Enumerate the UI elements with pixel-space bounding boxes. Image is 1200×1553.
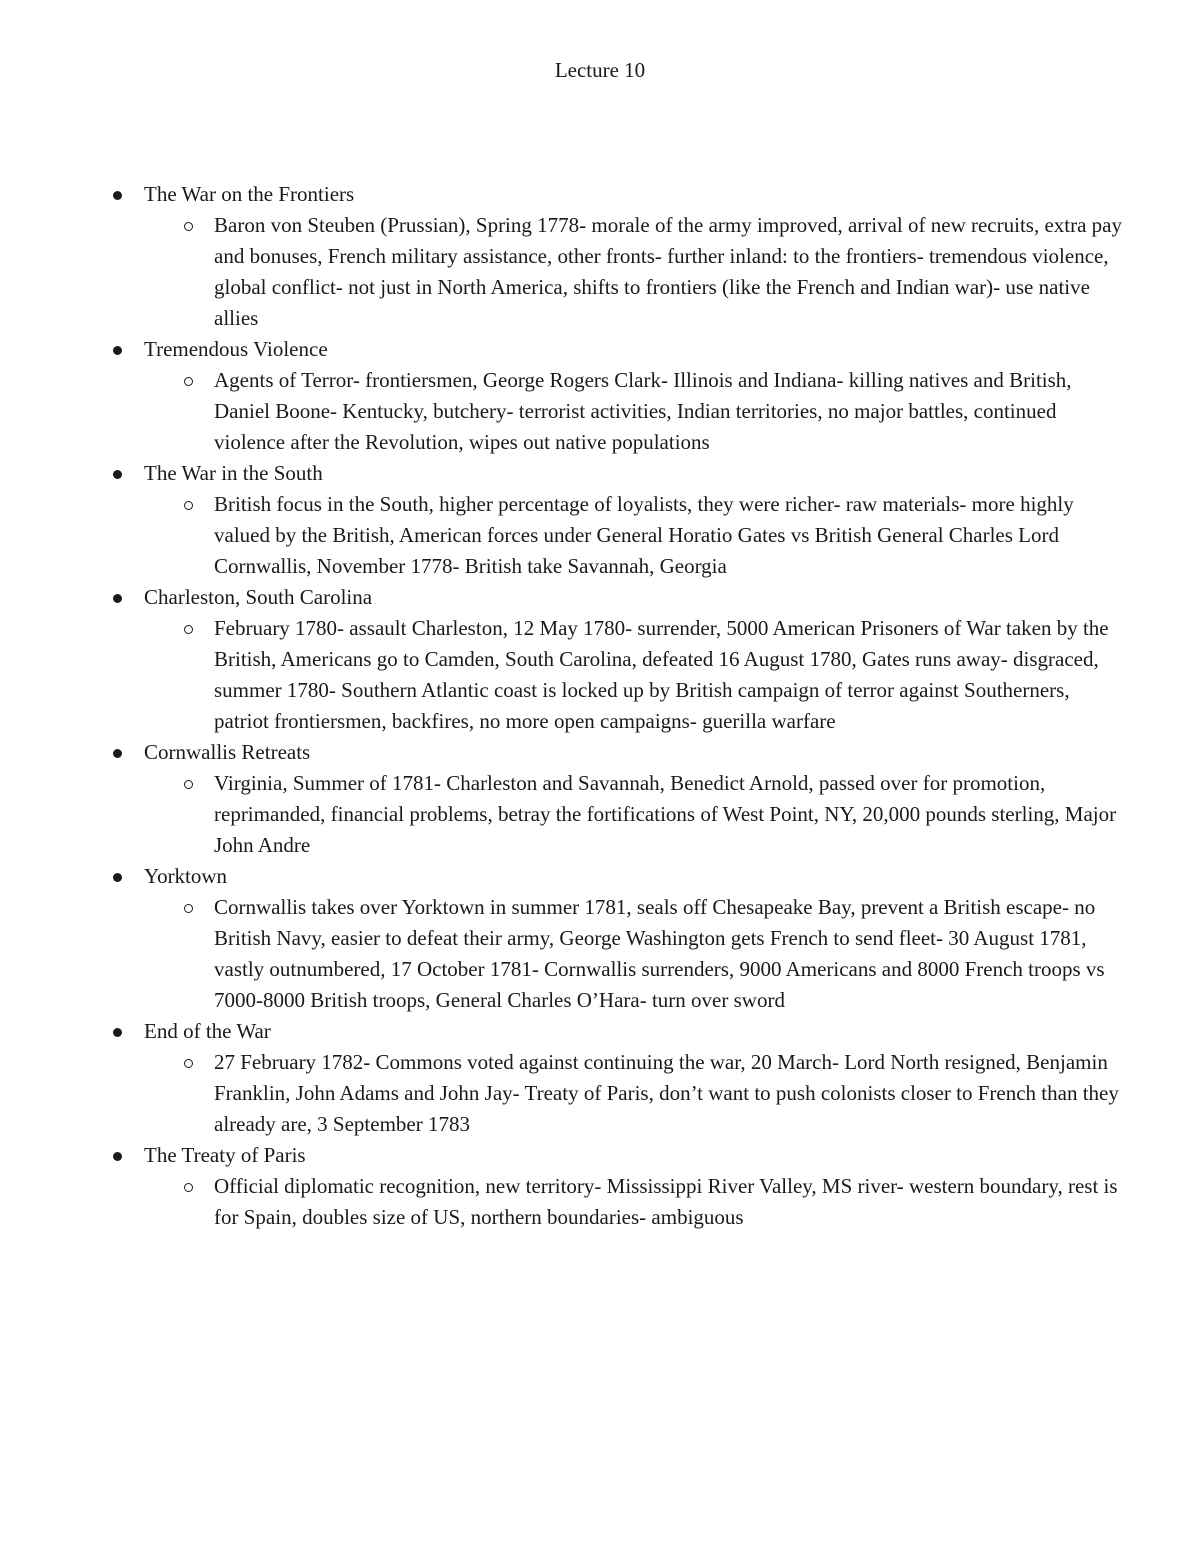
sub-item (144, 768, 1128, 861)
topic-heading: The War in the South (144, 461, 323, 485)
topic-heading: Cornwallis Retreats (144, 740, 311, 764)
detail-text: British focus in the South, higher percentage of loyalists, they were richer- raw materials- more highly valued by the British, American forces under General Horatio Gates vs British General Charles Lord Cornwallis, November 1778- British take Savannah, Georgia (214, 492, 1074, 578)
outline-item (108, 1016, 1128, 1140)
detail-text: 27 February 1782- Commons voted against continuing the war, 20 March- Lord North resigned, Benjamin Franklin, John Adams and John Jay- Treaty of Paris, don’t want to push colonists closer to French than they already are, 3 September 1783 (214, 1050, 1119, 1136)
page-title: Lecture 10 (554, 58, 646, 82)
sub-item (144, 365, 1128, 458)
detail-text: Virginia, Summer of 1781- Charleston and Savannah, Benedict Arnold, passed over for promotion, reprimanded, financial problems, betray the fortifications of West Point, NY, 20,000 pounds sterling, Major John Andre (214, 771, 1117, 857)
detail-text: Cornwallis takes over Yorktown in summer 1781, seals off Chesapeake Bay, prevent a British escape- no British Navy, easier to defeat their army, George Washington gets French to send fleet- 30 August 1781, vastly outnumbered, 17 October 1781- Cornwallis surrenders, 9000 Americans and 8000 French troops vs 7000-8000 British troops, General Charles O’Hara- turn over sword (214, 895, 1105, 1012)
hollow-bullet-icon (183, 489, 195, 520)
outline-item (108, 737, 1128, 861)
detail-text: February 1780- assault Charleston, 12 May 1780- surrender, 5000 American Prisoners of War taken by the British, Americans go to Camden, South Carolina, defeated 16 August 1780, Gates runs away- disgraced, summer 1780- Southern Atlantic coast is locked up by British campaign of terror against Southerners, patriot frontiersmen, backfires, no more open campaigns- guerilla warfare (214, 616, 1109, 733)
filled-bullet-icon (111, 861, 123, 892)
sub-list (144, 365, 1128, 458)
topic-heading: Charleston, South Carolina (144, 585, 373, 609)
filled-bullet-icon (111, 1016, 123, 1047)
outline-item (108, 582, 1128, 737)
topic-heading: The Treaty of Paris (144, 1143, 306, 1167)
sub-list (144, 613, 1128, 737)
filled-bullet-icon (111, 582, 123, 613)
sub-item (144, 210, 1128, 334)
topic-heading: End of the War (144, 1019, 271, 1043)
topic-heading: Tremendous Violence (144, 337, 328, 361)
sub-item (144, 613, 1128, 737)
detail-text: Agents of Terror- frontiersmen, George Rogers Clark- Illinois and Indiana- killing natives and British, Daniel Boone- Kentucky, butchery- terrorist activities, Indian territories, no major battles, continued violence after the Revolution, wipes out native populations (214, 368, 1072, 454)
hollow-bullet-icon (183, 768, 195, 799)
hollow-bullet-icon (183, 613, 195, 644)
outline-item (108, 861, 1128, 1016)
lecture-outline (108, 179, 1128, 1233)
outline-item (108, 458, 1128, 582)
detail-text: Baron von Steuben (Prussian), Spring 1778- morale of the army improved, arrival of new recruits, extra pay and bonuses, French military assistance, other fronts- further inland: to the frontiers- tremendous violence, global conflict- not just in North America, shifts to frontiers (like the French and Indian war)- use native allies (214, 213, 1123, 330)
sub-list (144, 768, 1128, 861)
filled-bullet-icon (111, 179, 123, 210)
sub-item (144, 892, 1128, 1016)
filled-bullet-icon (111, 1140, 123, 1171)
hollow-bullet-icon (183, 1171, 195, 1202)
sub-list (144, 210, 1128, 334)
outline-item (108, 1140, 1128, 1233)
sub-list (144, 489, 1128, 582)
filled-bullet-icon (111, 458, 123, 489)
detail-text: Official diplomatic recognition, new territory- Mississippi River Valley, MS river- western boundary, rest is for Spain, doubles size of US, northern boundaries- ambiguous (214, 1174, 1118, 1229)
sub-item (144, 1047, 1128, 1140)
hollow-bullet-icon (183, 365, 195, 396)
topic-heading: Yorktown (144, 864, 228, 888)
topic-heading: The War on the Frontiers (144, 182, 355, 206)
sub-item (144, 1171, 1128, 1233)
sub-list (144, 892, 1128, 1016)
outline-item (108, 179, 1128, 334)
hollow-bullet-icon (183, 892, 195, 923)
sub-list (144, 1047, 1128, 1140)
sub-item (144, 489, 1128, 582)
filled-bullet-icon (111, 334, 123, 365)
sub-list (144, 1171, 1128, 1233)
hollow-bullet-icon (183, 210, 195, 241)
filled-bullet-icon (111, 737, 123, 768)
hollow-bullet-icon (183, 1047, 195, 1078)
outline-item (108, 334, 1128, 458)
